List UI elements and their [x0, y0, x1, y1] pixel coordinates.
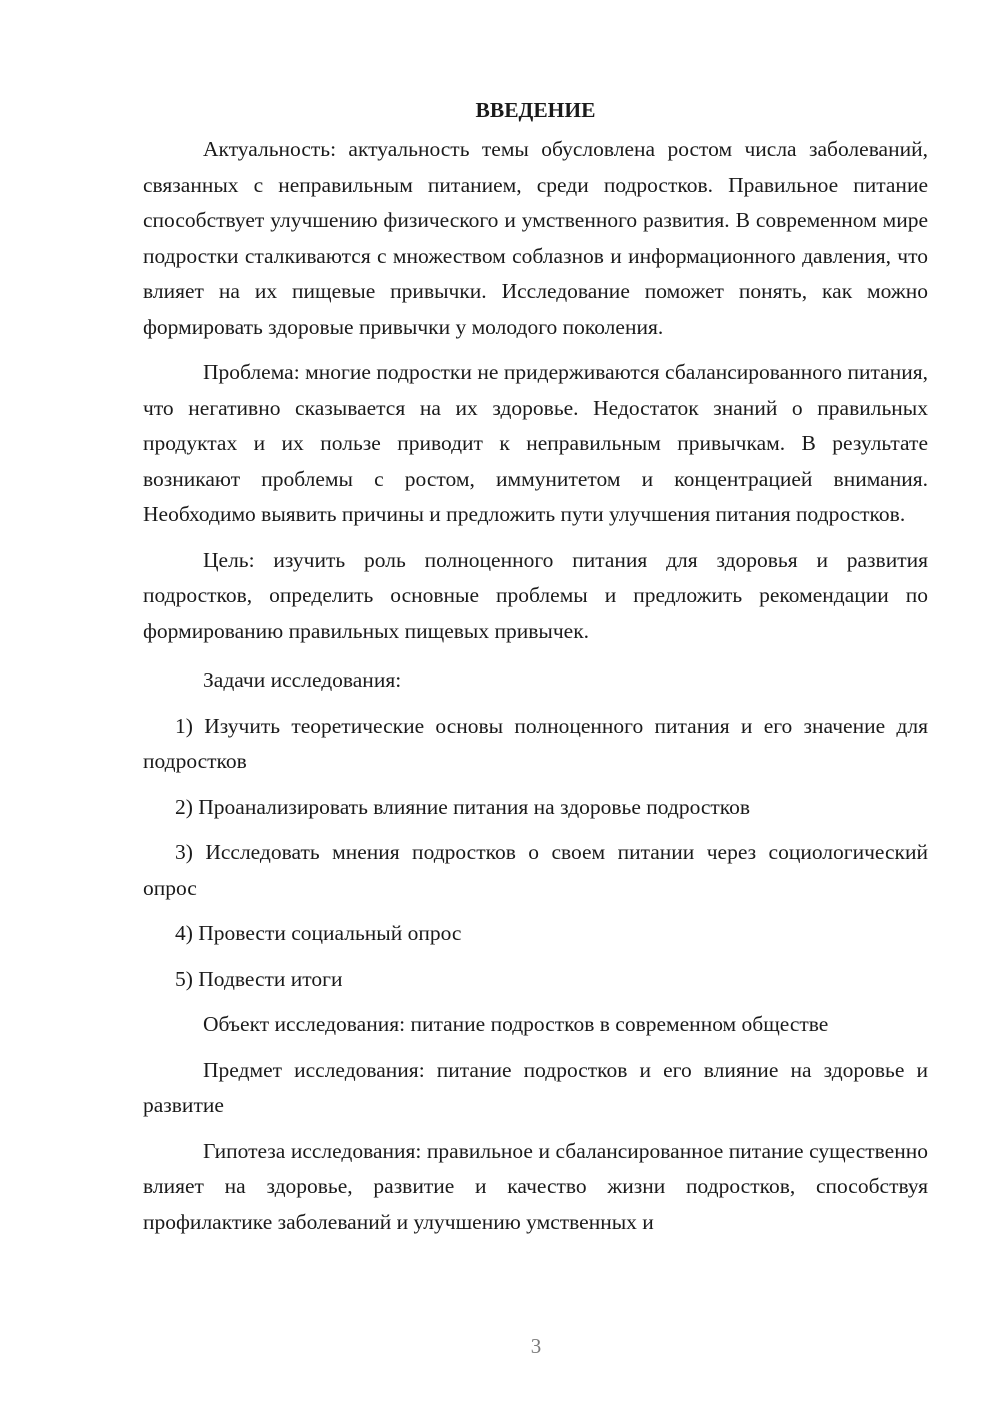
- page-number: 3: [530, 1334, 542, 1358]
- tasks-heading: Задачи исследования:: [203, 668, 402, 692]
- task-item-5: 5) Подвести итоги: [175, 966, 343, 991]
- paragraph-subject: Предмет исследования: питание подростков и его влияние на здоровье и развитие: [143, 1057, 928, 1117]
- paragraph-object: Объект исследования: питание подростков в современном обществе: [203, 1012, 829, 1036]
- paragraph-hypothesis: Гипотеза исследования: правильное и сбалансированное питание существенно влияет на здоровье, развитие и качество жизни подростков, способствуя профилактике заболеваний и улучшению умственных и: [143, 1138, 928, 1234]
- paragraph-goal: Цель: изучить роль полноценного питания для здоровья и развития подростков, определить основные проблемы и предложить рекомендации по формированию правильных пищевых привычек.: [143, 547, 928, 643]
- task-item-2: 2) Проанализировать влияние питания на здоровье подростков: [175, 794, 751, 819]
- task-item-1: 1) Изучить теоретические основы полноценного питания и его значение для подростков: [143, 713, 928, 773]
- task-item-3: 3) Исследовать мнения подростков о своем питании через социологический опрос: [143, 840, 928, 900]
- paragraph-relevance: Актуальность: актуальность темы обусловлена ростом числа заболеваний, связанных с неправильным питанием, среди подростков. Правильное питание способствует улучшению физического и умственного развития. В современном мире подростки сталкиваются с множеством соблазнов и информационного давления, что влияет на их пищевые привычки. Исследование поможет понять, как можно формировать здоровые привычки у молодого поколения.: [143, 137, 928, 339]
- paragraph-problem: Проблема: многие подростки не придерживаются сбалансированного питания, что негативно сказывается на их здоровье. Недостаток знаний о правильных продуктах и их пользе приводит к неправильным привычкам. В результате возникают проблемы с ростом, иммунитетом и концентрацией внимания. Необходимо выявить причины и предложить пути улучшения питания подростков.: [143, 360, 928, 526]
- task-item-4: 4) Провести социальный опрос: [175, 921, 462, 945]
- section-title: ВВЕДЕНИЕ: [475, 98, 596, 122]
